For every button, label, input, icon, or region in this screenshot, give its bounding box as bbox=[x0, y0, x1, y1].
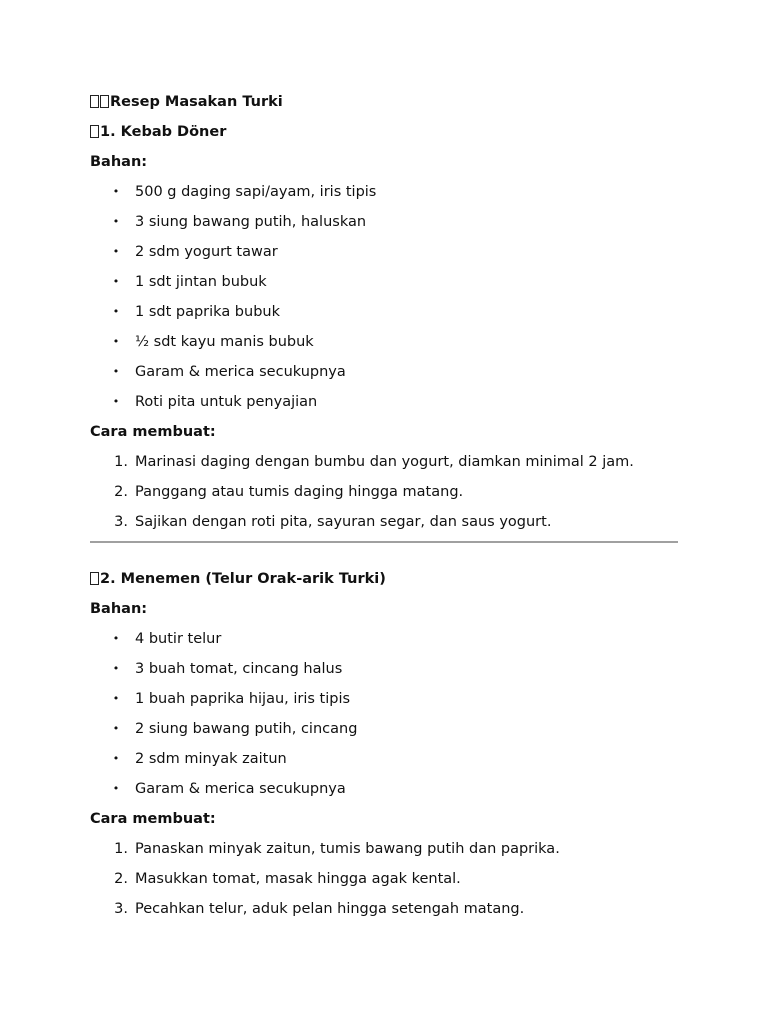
bullet-icon: • bbox=[112, 722, 120, 735]
ingredient-text: 1 buah paprika hijau, iris tipis bbox=[135, 691, 351, 707]
ingredient-item bbox=[90, 687, 678, 717]
steps-label: Cara membuat: bbox=[90, 811, 216, 827]
step-item bbox=[90, 837, 678, 867]
ingredient-text: 2 siung bawang putih, cincang bbox=[135, 721, 358, 737]
step-number: 3. bbox=[114, 901, 128, 917]
recipe-heading bbox=[90, 120, 678, 150]
ingredient-text: Garam & merica secukupnya bbox=[135, 781, 346, 797]
steps-label: Cara membuat: bbox=[90, 424, 216, 440]
step-number: 3. bbox=[114, 514, 128, 530]
missing-glyph-icon bbox=[90, 572, 99, 585]
ingredient-text: 500 g daging sapi/ayam, iris tipis bbox=[135, 184, 377, 200]
ingredient-text: 3 buah tomat, cincang halus bbox=[135, 661, 343, 677]
ingredient-item bbox=[90, 240, 678, 270]
ingredient-item bbox=[90, 627, 678, 657]
ingredient-item bbox=[90, 777, 678, 807]
ingredient-text: 2 sdm yogurt tawar bbox=[135, 244, 278, 260]
document-title-text: Resep Masakan Turki bbox=[110, 94, 283, 110]
bullet-icon: • bbox=[112, 305, 120, 318]
missing-glyph-icon bbox=[90, 125, 99, 138]
bullet-icon: • bbox=[112, 275, 120, 288]
step-item bbox=[90, 480, 678, 510]
bullet-icon: • bbox=[112, 215, 120, 228]
missing-glyph-icon bbox=[90, 95, 99, 108]
bullet-icon: • bbox=[112, 335, 120, 348]
ingredient-item bbox=[90, 747, 678, 777]
step-text: Pecahkan telur, aduk pelan hingga setengah matang. bbox=[135, 901, 525, 917]
step-item bbox=[90, 510, 678, 540]
step-text: Marinasi daging dengan bumbu dan yogurt, diamkan minimal 2 jam. bbox=[135, 454, 634, 470]
step-text: Masukkan tomat, masak hingga agak kental. bbox=[135, 871, 461, 887]
step-text: Panggang atau tumis daging hingga matang. bbox=[135, 484, 464, 500]
document-page bbox=[90, 90, 678, 927]
ingredients-label: Bahan: bbox=[90, 154, 148, 170]
ingredient-text: Roti pita untuk penyajian bbox=[135, 394, 318, 410]
ingredient-text: 1 sdt jintan bubuk bbox=[135, 274, 267, 290]
ingredient-text: 4 butir telur bbox=[135, 631, 222, 647]
ingredient-text: 1 sdt paprika bubuk bbox=[135, 304, 280, 320]
step-number: 1. bbox=[114, 841, 128, 857]
step-item bbox=[90, 867, 678, 897]
ingredients-label: Bahan: bbox=[90, 601, 148, 617]
ingredient-text: Garam & merica secukupnya bbox=[135, 364, 346, 380]
recipe-heading bbox=[90, 567, 678, 597]
ingredient-item bbox=[90, 210, 678, 240]
step-number: 2. bbox=[114, 871, 128, 887]
missing-glyph-icon bbox=[100, 95, 109, 108]
ingredient-item bbox=[90, 717, 678, 747]
bullet-icon: • bbox=[112, 185, 120, 198]
bullet-icon: • bbox=[112, 782, 120, 795]
horizontal-divider bbox=[90, 541, 678, 543]
bullet-icon: • bbox=[112, 752, 120, 765]
step-text: Panaskan minyak zaitun, tumis bawang putih dan paprika. bbox=[135, 841, 560, 857]
document-title bbox=[90, 90, 678, 120]
bullet-icon: • bbox=[112, 365, 120, 378]
step-item bbox=[90, 897, 678, 927]
step-text: Sajikan dengan roti pita, sayuran segar, dan saus yogurt. bbox=[135, 514, 552, 530]
bullet-icon: • bbox=[112, 692, 120, 705]
bullet-icon: • bbox=[112, 245, 120, 258]
recipe-heading-text: 1. Kebab Döner bbox=[100, 124, 227, 140]
step-number: 1. bbox=[114, 454, 128, 470]
ingredient-item bbox=[90, 270, 678, 300]
recipe-heading-text: 2. Menemen (Telur Orak-arik Turki) bbox=[100, 571, 386, 587]
bullet-icon: • bbox=[112, 632, 120, 645]
bullet-icon: • bbox=[112, 395, 120, 408]
ingredient-text: ½ sdt kayu manis bubuk bbox=[135, 334, 314, 350]
step-number: 2. bbox=[114, 484, 128, 500]
ingredient-text: 2 sdm minyak zaitun bbox=[135, 751, 287, 767]
ingredient-item bbox=[90, 657, 678, 687]
ingredient-item bbox=[90, 330, 678, 360]
ingredient-text: 3 siung bawang putih, haluskan bbox=[135, 214, 367, 230]
bullet-icon: • bbox=[112, 662, 120, 675]
ingredient-item bbox=[90, 300, 678, 330]
step-item bbox=[90, 450, 678, 480]
ingredient-item bbox=[90, 360, 678, 390]
ingredient-item bbox=[90, 180, 678, 210]
ingredient-item bbox=[90, 390, 678, 420]
